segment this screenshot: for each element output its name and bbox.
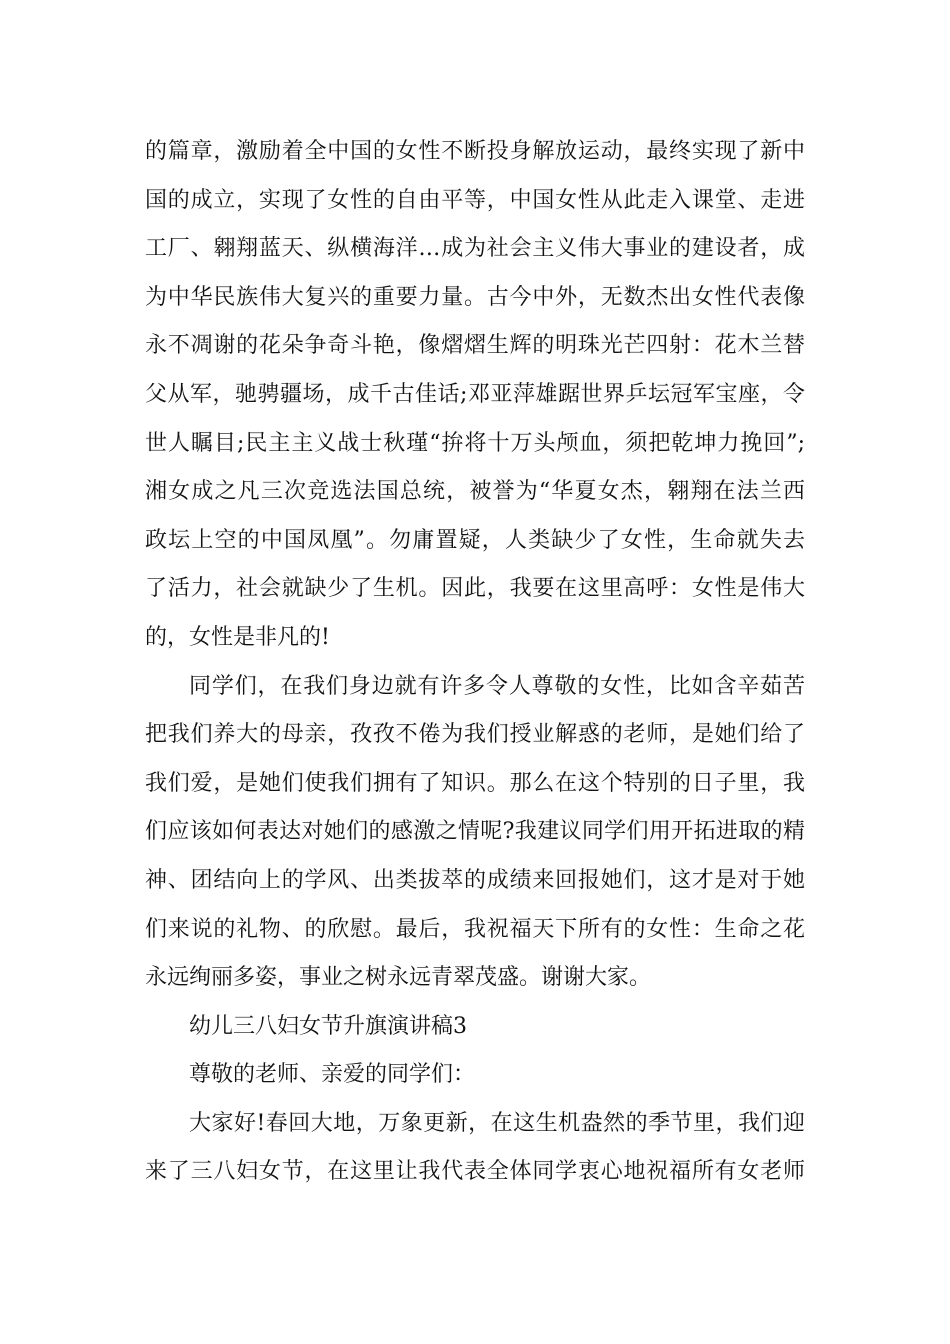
text-line: 们来说的礼物、的欣慰。最后，我祝福天下所有的女性：生命之花 (145, 916, 805, 942)
text-line: 我们爱，是她们使我们拥有了知识。那么在这个特别的日子里，我 (145, 770, 805, 796)
text-line: 湘女成之凡三次竞选法国总统，被誉为“华夏女杰，翱翔在法兰西 (145, 479, 805, 505)
text-line: 永不凋谢的花朵争奇斗艳，像熠熠生辉的明珠光芒四射：花木兰替 (145, 333, 805, 359)
text-line: 永远绚丽多姿，事业之树永远青翠茂盛。谢谢大家。 (145, 965, 652, 991)
text-line: 同学们，在我们身边就有许多令人尊敬的女性，比如含辛茹苦 (189, 673, 805, 699)
text-line: 神、团结向上的学风、出类拔萃的成绩来回报她们，这才是对于她 (145, 867, 805, 893)
text-line: 尊敬的老师、亲爱的同学们： (189, 1062, 476, 1088)
document-body (145, 128, 805, 1197)
text-line: 把我们养大的母亲，孜孜不倦为我们授业解惑的老师，是她们给了 (145, 722, 805, 748)
text-line: 们应该如何表达对她们的感激之情呢?我建议同学们用开拓进取的精 (145, 819, 805, 845)
text-line: 幼儿三八妇女节升旗演讲稿3 (189, 1013, 467, 1039)
text-line: 父从军，驰骋疆场，成千古佳话;邓亚萍雄踞世界乒坛冠军宝座，令 (145, 381, 805, 407)
text-line: 的篇章，激励着全中国的女性不断投身解放运动，最终实现了新中 (145, 139, 805, 164)
text-line: 世人瞩目;民主主义战士秋瑾“拚将十万头颅血，须把乾坤力挽回”; (145, 430, 805, 456)
text-line: 了活力，社会就缺少了生机。因此，我要在这里高呼：女性是伟大 (145, 576, 805, 602)
text-line: 政坛上空的中国凤凰”。勿庸置疑，人类缺少了女性，生命就失去 (145, 527, 805, 553)
text-line: 来了三八妇女节，在这里让我代表全体同学衷心地祝福所有女老师 (145, 1159, 805, 1185)
text-line: 的，女性是非凡的! (145, 624, 330, 650)
text-line: 国的成立，实现了女性的自由平等，中国女性从此走入课堂、走进 (145, 187, 805, 213)
text-line: 为中华民族伟大复兴的重要力量。古今中外，无数杰出女性代表像 (145, 284, 805, 310)
text-line: 工厂、翱翔蓝天、纵横海洋…成为社会主义伟大事业的建设者，成 (145, 236, 805, 262)
text-line: 大家好!春回大地，万象更新，在这生机盎然的季节里，我们迎 (189, 1110, 805, 1136)
